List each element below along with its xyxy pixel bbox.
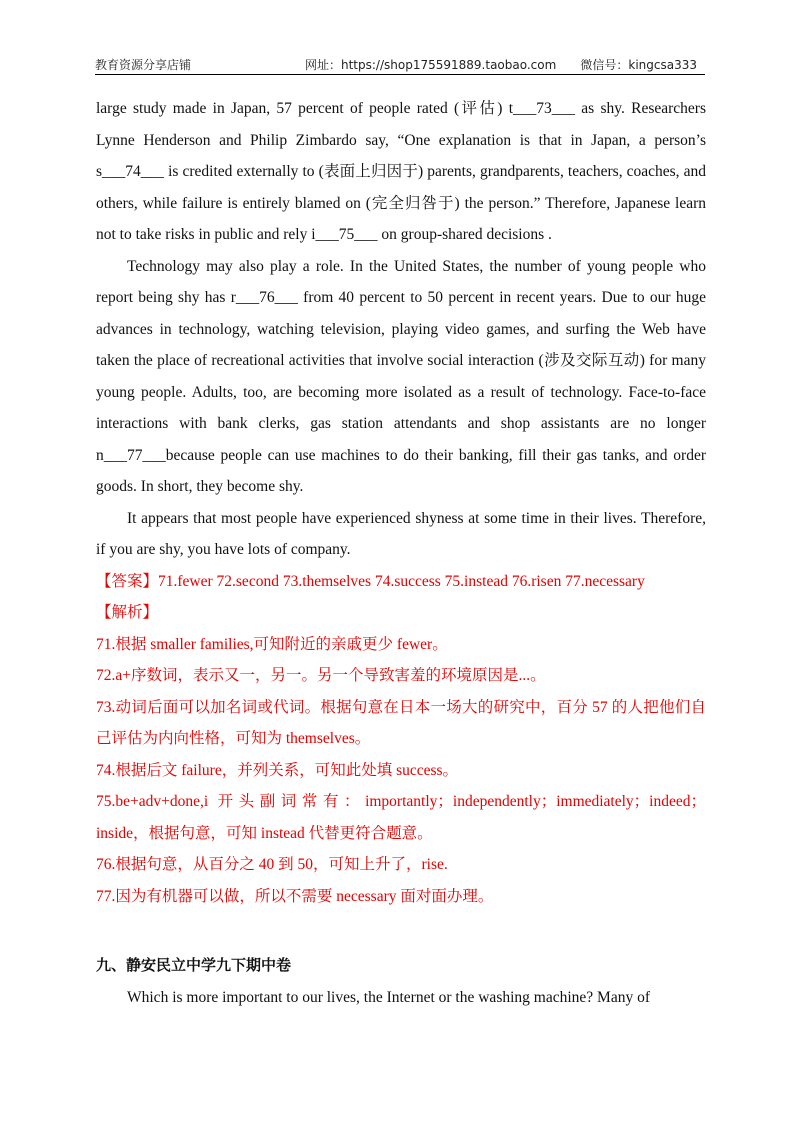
- document-body: [96, 93, 706, 1013]
- analysis-item: 74.根据后文 failure，并列关系，可知此处填 success。: [96, 761, 459, 779]
- passage-paragraph-1: large study made in Japan, 57 percent of people rated (评估) t___73___ as shy. Researchers Lynne Henderson and Philip Zimbardo say, “One explanation is that in Japan, a person’s s___74___ is credited externally to (表面上归因于) parents, grandparents, teachers, coaches, and others, while failure is entirely blamed on (完全归咎于) the person.” Therefore, Japanese learn not to take risks in public and rely i___75___ on group-shared decisions .: [96, 100, 706, 243]
- section-title: 九、静安民立中学九下期中卷: [96, 956, 292, 974]
- analysis-item: 71.根据 smaller families,可知附近的亲戚更少 fewer。: [96, 635, 448, 653]
- analysis-item: 75.be+adv+done,i 开头副词常有：importantly；independently；immediately；indeed；inside，根据句意，可知 instead 代替更符合题意。: [96, 793, 706, 842]
- header-url[interactable]: 网址：https://shop175591889.taobao.com: [305, 58, 557, 72]
- analysis-item: 72.a+序数词，表示又一，另一。另一个导致害羞的环境原因是...。: [96, 667, 546, 684]
- analysis-title: 【解析】: [96, 604, 159, 621]
- header-wechat: 微信号：kingcsa333: [580, 58, 697, 72]
- analysis-item: 73.动词后面可以加名词或代词。根据句意在日本一场大的研究中，百分 57 的人把他们自己评估为内向性格，可知为 themselves。: [96, 698, 706, 747]
- page-header: [95, 56, 705, 76]
- header-shop-name: 教育资源分享店铺: [95, 58, 192, 72]
- analysis-item: 76.根据句意，从百分之 40 到 50，可知上升了，rise.: [96, 856, 448, 873]
- header-divider: [95, 74, 705, 75]
- passage-paragraph-2: Technology may also play a role. In the United States, the number of young people who report being shy has r___76___ from 40 percent to 50 percent in recent years. Due to our huge advances in technology, watching television, playing video games, and surfing the Web have taken the place of recreational activities that involve social interaction (涉及交际互动) for many young people. Adults, too, are becoming more isolated as a result of technology. Face-to-face interactions with bank clerks, gas station attendants and shop assistants are no longer n___77___because people can use machines to do their banking, fill their gas tanks, and order goods. In short, they become shy.: [96, 257, 706, 495]
- analysis-item: 77.因为有机器可以做，所以不需要 necessary 面对面办理。: [96, 887, 494, 905]
- section-first-line: Which is more important to our lives, the Internet or the washing machine? Many of: [127, 988, 650, 1006]
- answer-key: 【答案】71.fewer 72.second 73.themselves 74.success 75.instead 76.risen 77.necessary: [96, 572, 645, 590]
- passage-paragraph-3: It appears that most people have experienced shyness at some time in their lives. Therefore, if you are shy, you have lots of company.: [96, 509, 706, 558]
